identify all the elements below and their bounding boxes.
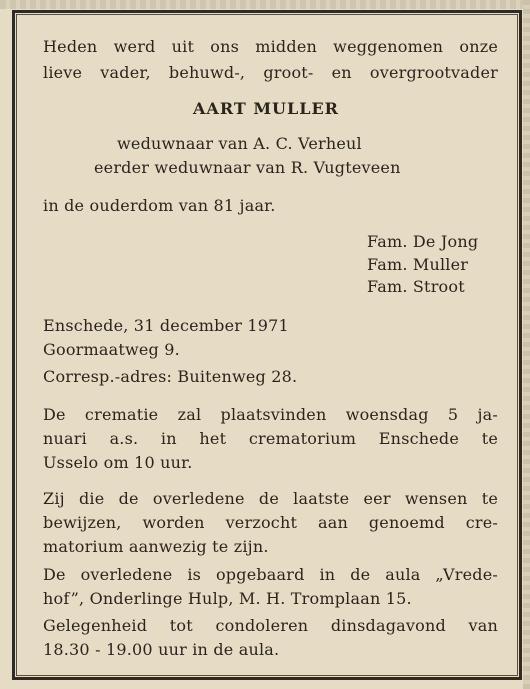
deceased-name: AART MULLER bbox=[193, 99, 339, 118]
adjacent-column-strip bbox=[0, 0, 530, 9]
laid-out-line-1: De overledene is opgebaard in de aula „Vrede- bbox=[43, 565, 498, 584]
condolences-line-2: 18.30 - 19.00 uur in de aula. bbox=[43, 640, 280, 659]
widower-line-1: weduwnaar van A. C. Verheul bbox=[117, 134, 362, 153]
age-line: in de ouderdom van 81 jaar. bbox=[43, 196, 276, 215]
cremation-line-1: De crematie zal plaatsvinden woensdag 5 ja- bbox=[43, 405, 498, 424]
condolences-line-1: Gelegenheid tot condoleren dinsdagavond van bbox=[43, 616, 498, 635]
respects-line-2: bewijzen, worden verzocht aan genoemd cre- bbox=[43, 513, 498, 532]
laid-out-line-2: hof”, Onderlinge Hulp, M. H. Tromplaan 15. bbox=[43, 589, 412, 608]
correspondence-address: Corresp.-adres: Buitenweg 28. bbox=[43, 367, 298, 386]
family-de-jong: Fam. De Jong bbox=[367, 232, 479, 251]
respects-line-3: matorium aanwezig te zijn. bbox=[43, 537, 269, 556]
family-muller: Fam. Muller bbox=[367, 255, 469, 274]
respects-line-1: Zij die de overledene de laatste eer wensen te bbox=[43, 489, 498, 508]
adjacent-column-strip-right bbox=[523, 0, 530, 689]
intro-line-2: lieve vader, behuwd-, groot- en overgrootvader bbox=[43, 63, 498, 82]
cremation-line-3: Usselo om 10 uur. bbox=[43, 453, 193, 472]
place-date: Enschede, 31 december 1971 bbox=[43, 316, 289, 335]
street-address: Goormaatweg 9. bbox=[43, 340, 180, 359]
family-stroot: Fam. Stroot bbox=[367, 277, 465, 296]
cremation-line-2: nuari a.s. in het crematorium Enschede te bbox=[43, 429, 498, 448]
intro-line-1: Heden werd uit ons midden weggenomen onze bbox=[43, 37, 498, 56]
widower-line-2: eerder weduwnaar van R. Vugteveen bbox=[94, 158, 401, 177]
